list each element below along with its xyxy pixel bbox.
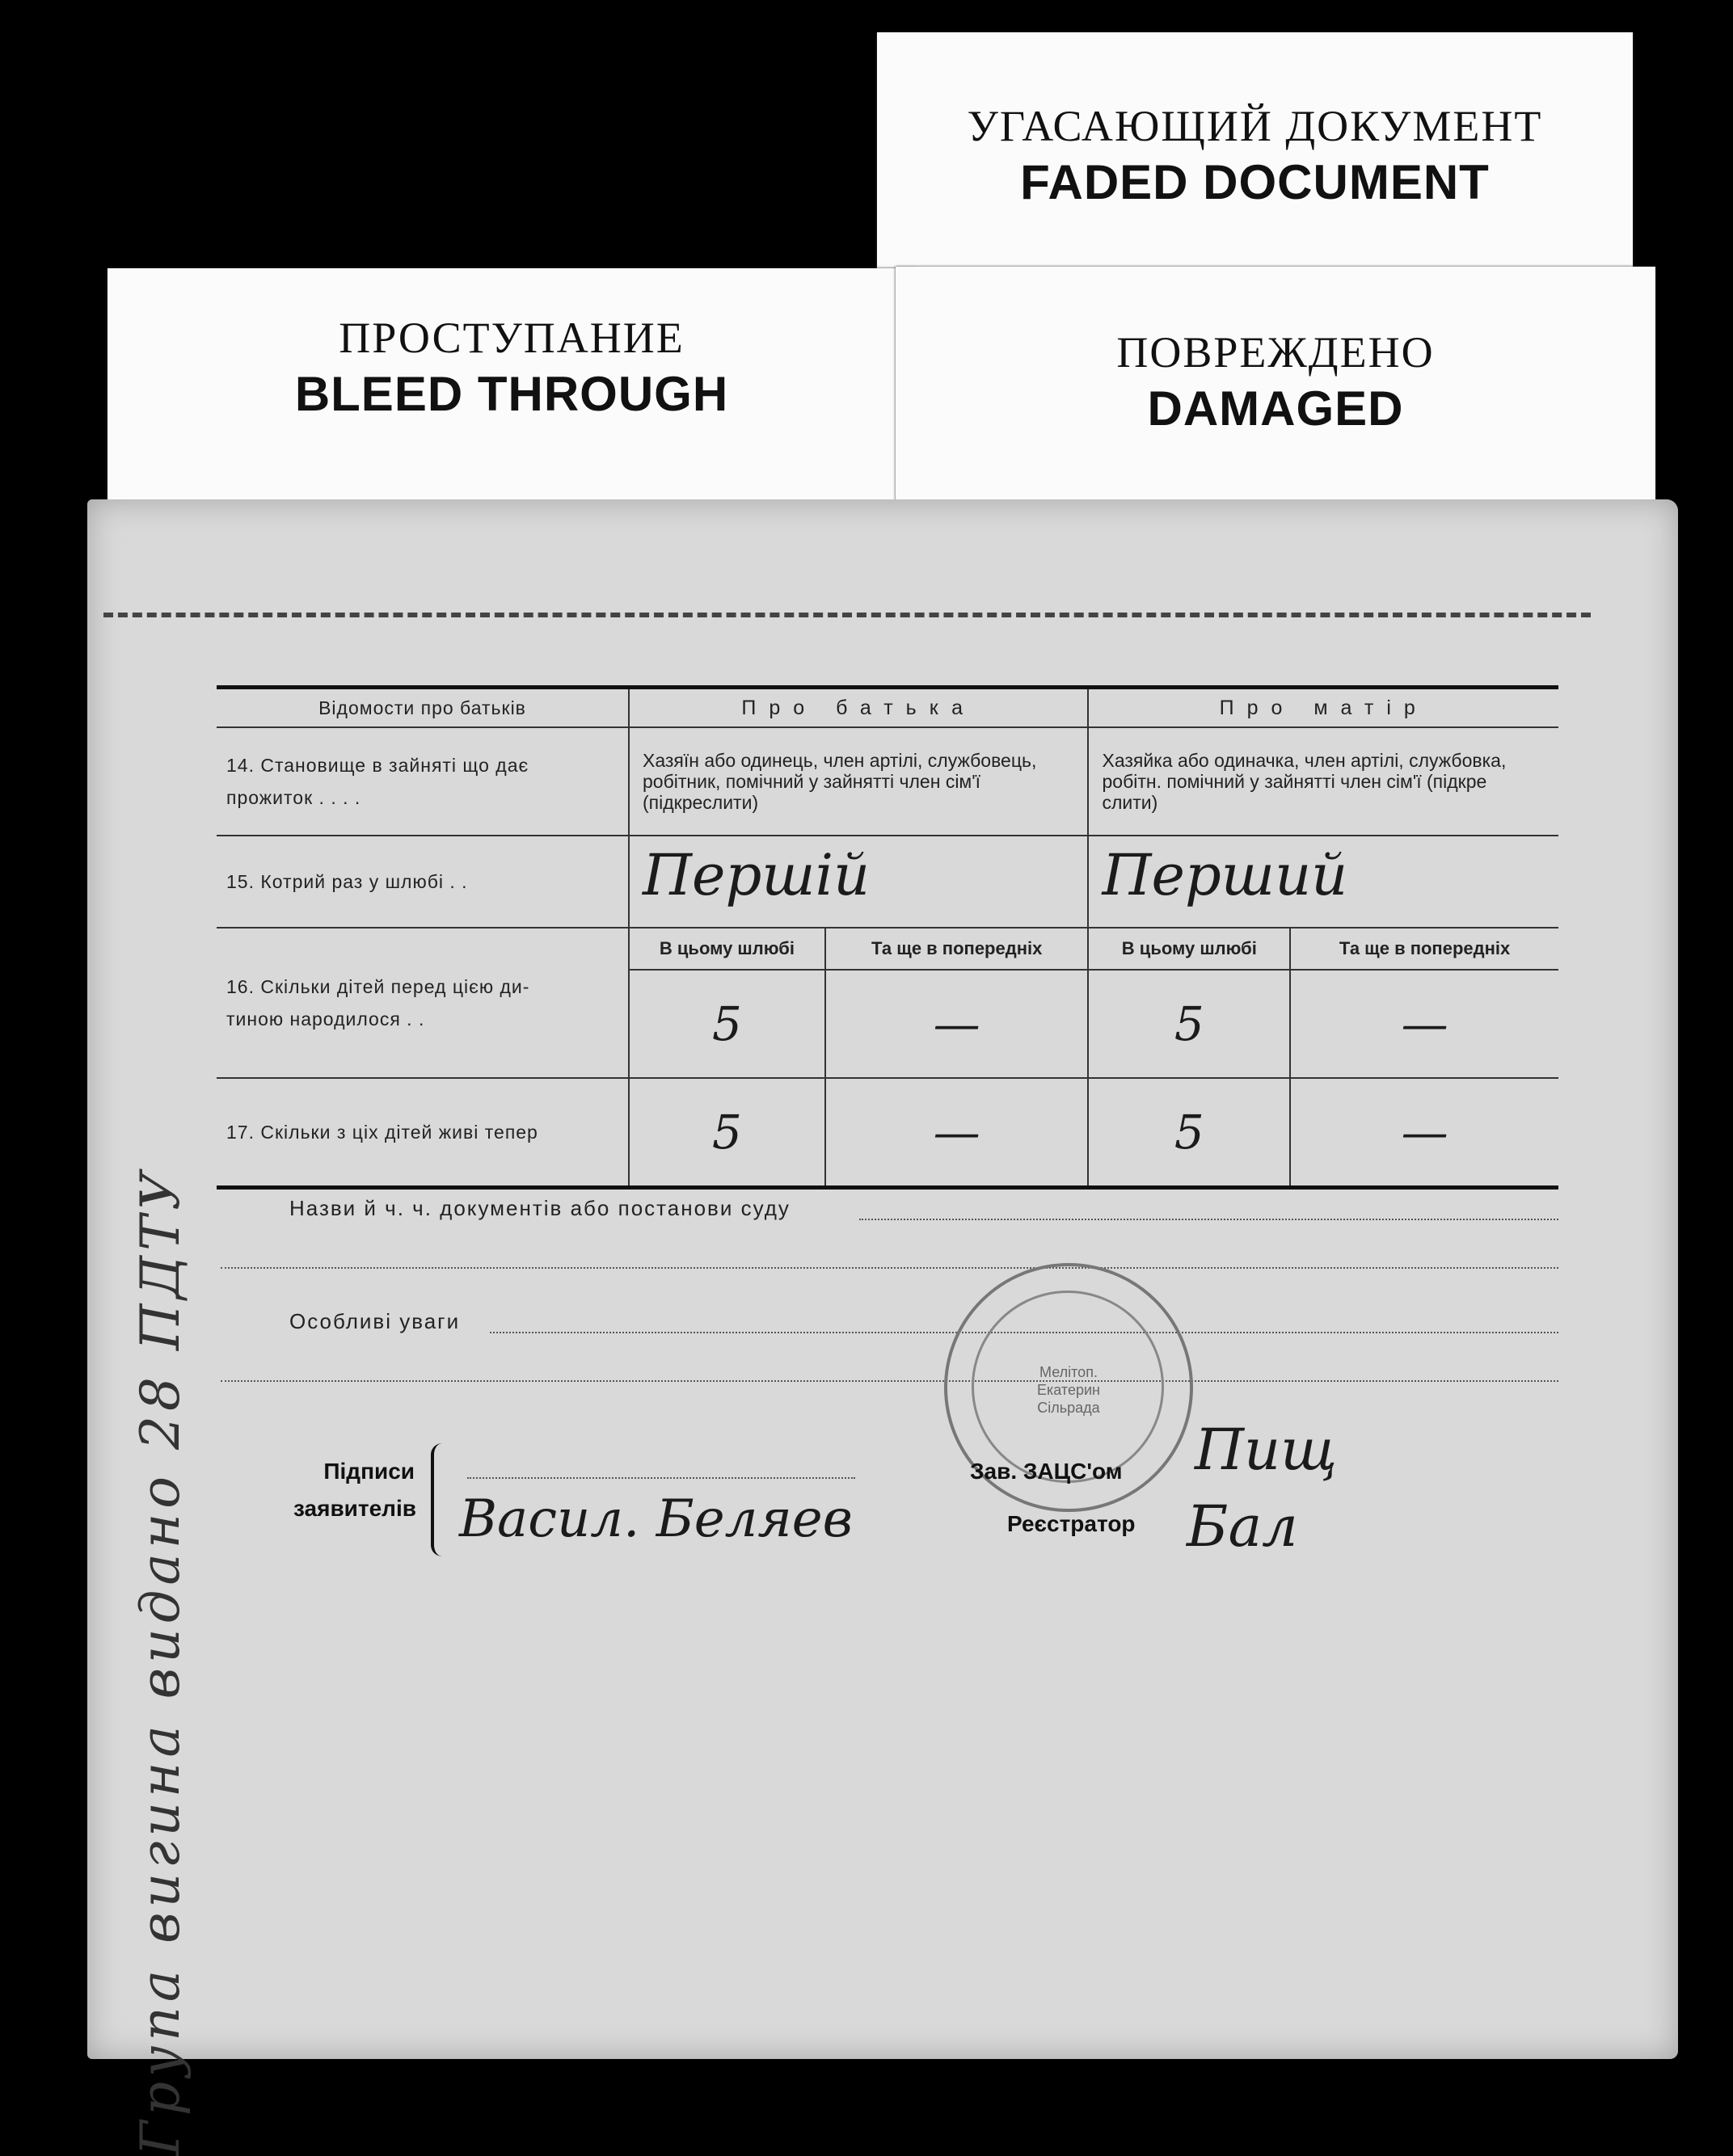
row15-father-value: Першій <box>643 842 871 908</box>
handwritten-side-note: Група вигина видано 28 ПДТУ <box>129 1167 192 2156</box>
applicants-line1: Підписи <box>323 1459 415 1484</box>
row17-value-3 <box>1088 1078 1290 1188</box>
applicant-signature: Васил. Беляев <box>459 1489 853 1549</box>
row16-value-2 <box>825 970 1089 1078</box>
table-subheader-row <box>217 928 1558 970</box>
row16-label-line1: 16. Скільки дітей перед цією ди- <box>226 976 530 997</box>
row16-label-line2: тиною народилося . . <box>226 1009 425 1030</box>
table-row-15 <box>217 836 1558 928</box>
notes-dotted-line-2 <box>221 1380 1558 1382</box>
row15-father <box>629 836 1088 928</box>
row16-hand-3: 5 <box>1174 996 1204 1051</box>
flag-bleed-en: BLEED THROUGH <box>294 367 729 421</box>
row14-label-line1: 14. Становище в зайняті що дає <box>226 755 529 776</box>
faded-document-flag <box>877 32 1633 279</box>
row14-father: Хазяїн або одинець, член артілі, службовець, робітник, помічний у зайнятті член сім'ї (підкреслити) <box>629 727 1088 836</box>
documents-label: Назви й ч. ч. документів або постанови суду <box>289 1196 791 1220</box>
row16-value-3 <box>1088 970 1290 1078</box>
registrar-label: Реєстратор <box>1007 1511 1136 1536</box>
stamp-text <box>947 1363 1190 1417</box>
row14-mother: Хазяйка або одиначка, член артілі, службовка, робітн. помічний у зайнятті член сім'ї (підкре слити) <box>1088 727 1558 836</box>
documents-dotted-line-2 <box>221 1267 1558 1269</box>
row17-hand-4: — <box>1401 1105 1448 1160</box>
sub-mother-prev: Та ще в попередніх <box>1290 928 1558 970</box>
header-parents-info: Відомости про батьків <box>217 688 629 728</box>
stamp-line2: Екатерин <box>1037 1382 1100 1398</box>
stamp-line1: Мелітоп. <box>1039 1364 1098 1380</box>
row14-label <box>217 727 629 836</box>
flag-faded-ru: УГАСАЮЩИЙ ДОКУМЕНТ <box>967 102 1543 150</box>
header-mother: Про матір <box>1088 688 1558 728</box>
applicants-line2: заявителів <box>293 1496 416 1521</box>
row14-label-line2: прожиток . . . . <box>226 787 361 808</box>
row16-value-4 <box>1290 970 1558 1078</box>
table-row-17 <box>217 1078 1558 1188</box>
flag-faded-en: FADED DOCUMENT <box>1020 155 1490 209</box>
row17-value-2 <box>825 1078 1089 1188</box>
table-header-row <box>217 688 1558 728</box>
head-label: Зав. ЗАЦС'ом <box>970 1459 1123 1484</box>
row17-label: 17. Скільки з ціх дітей живі тепер <box>217 1078 629 1188</box>
notes-label: Особливі уваги <box>289 1309 461 1333</box>
bleed-through-flag <box>108 268 916 527</box>
perforation-line <box>103 613 1591 617</box>
flag-damaged-ru: ПОВРЕЖДЕНО <box>1116 328 1435 377</box>
head-signature: Пищ <box>1195 1417 1338 1483</box>
row15-mother <box>1088 836 1558 928</box>
stamp-line3: Сільрада <box>1037 1400 1100 1416</box>
row17-value-1 <box>629 1078 825 1188</box>
row17-value-4 <box>1290 1078 1558 1188</box>
signature-bracket <box>431 1443 445 1556</box>
applicant-dotted-line <box>467 1477 855 1479</box>
documents-dotted-line <box>859 1219 1558 1220</box>
damaged-flag <box>896 267 1655 525</box>
sub-father-prev: Та ще в попередніх <box>825 928 1089 970</box>
document-sheet <box>87 499 1678 2156</box>
sub-father-this: В цьому шлюбі <box>629 928 825 970</box>
parents-info-table <box>217 685 1558 1190</box>
row15-mother-value: Перший <box>1102 842 1348 908</box>
row17-hand-1: 5 <box>711 1105 742 1160</box>
row16-label <box>217 928 629 1078</box>
registrar-signature: Бал <box>1187 1493 1298 1560</box>
header-father: Про батька <box>629 688 1088 728</box>
row16-hand-4: — <box>1401 996 1448 1051</box>
row16-hand-2: — <box>933 996 980 1051</box>
row15-label: 15. Котрий раз у шлюбі . . <box>217 836 629 928</box>
flag-damaged-en: DAMAGED <box>1147 381 1404 436</box>
applicants-signature-label <box>293 1453 415 1527</box>
table-row-14 <box>217 727 1558 836</box>
row17-hand-2: — <box>933 1105 980 1160</box>
flag-bleed-ru: ПРОСТУПАНИЕ <box>339 314 685 362</box>
row16-hand-1: 5 <box>711 996 742 1051</box>
sub-mother-this: В цьому шлюбі <box>1088 928 1290 970</box>
row16-value-1 <box>629 970 825 1078</box>
row17-hand-3: 5 <box>1174 1105 1204 1160</box>
